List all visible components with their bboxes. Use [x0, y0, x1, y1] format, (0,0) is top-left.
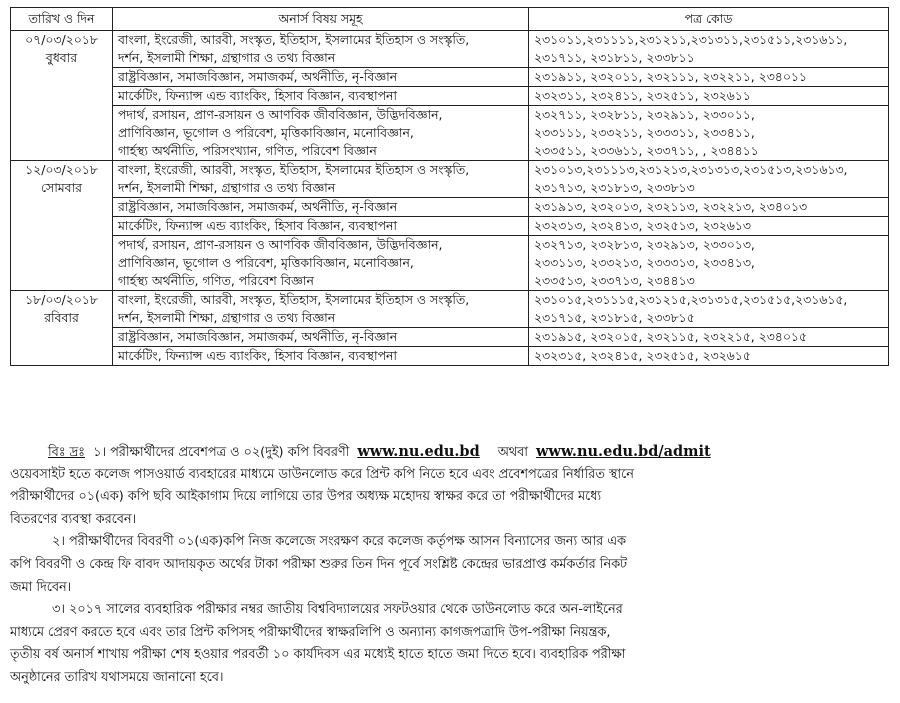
note-1-line: বিতরণের ব্যবস্থা করবেন। — [10, 511, 137, 527]
subject-line: প্রাণিবিজ্ঞান, ভূগোল ও পরিবেশ, মৃত্তিকাবিজ্ঞান, মনোবিজ্ঞান, — [118, 255, 414, 270]
exam-weekday: বুধবার — [45, 50, 78, 65]
subjects-cell — [113, 328, 529, 347]
subjects-cell — [113, 236, 529, 291]
note-3-line: তৃতীয় বর্ষ অনার্স শাখায় পরীক্ষা শেষ হওয়ার পরবর্তী ১০ কার্যদিবস এর মধ্যেই হাতে হাতে জমা দিতে হবে। ব্যবহারিক পরীক্ষা — [10, 647, 626, 663]
paper-code-line: ২৩১০১১,২৩১১১১,২৩১২১১,২৩১৩১১,২৩১৫১১,২৩১৬১১, — [534, 32, 848, 47]
paper-code-cell — [529, 347, 889, 366]
subject-line: মার্কেটিং, ফিন্যান্স এন্ড ব্যাংকিং, হিসাব বিজ্ঞান, ব্যবস্থাপনা — [118, 88, 398, 103]
paper-code-line: ২৩২৩১৫, ২৩২৪১৫, ২৩২৫১৫, ২৩২৬১৫ — [534, 348, 751, 363]
exam-date: ০৭/০৩/২০১৮ — [25, 32, 98, 47]
subjects-cell — [113, 217, 529, 236]
subject-line: দর্শন, ইসলামী শিক্ষা, গ্রন্থাগার ও তথ্য বিজ্ঞান — [118, 180, 336, 195]
note-2-line: কপি বিবরণী ও কেন্দ্র ফি বাবদ আদায়কৃত অর্থের টাকা পরীক্ষা শুরুর তিন দিন পূর্বে সংশ্লিষ্ট কেন্দ্রের ভারপ্রাপ্ত কর্মকর্তার নিকট — [10, 556, 628, 572]
paper-code-cell — [529, 106, 889, 161]
paper-code-line: ২৩২৩১৩, ২৩২৪১৩, ২৩২৫১৩, ২৩২৬১৩ — [534, 218, 751, 233]
table-row — [11, 106, 889, 161]
subjects-cell — [113, 291, 529, 328]
paper-code-line: ২৩১৭১১, ২৩১৮১১, ২৩৩৮১১ — [534, 50, 695, 65]
table-row — [11, 198, 889, 217]
subjects-cell — [113, 198, 529, 217]
subject-line: পদার্থ, রসায়ন, প্রাণ-রসায়ন ও আণবিক জীববিজ্ঞান, উদ্ভিদবিজ্ঞান, — [118, 237, 443, 252]
exam-weekday: সোমবার — [41, 180, 82, 195]
header-paper-code: পত্র কোড — [529, 8, 889, 31]
paper-code-cell — [529, 328, 889, 347]
notes-section — [10, 441, 888, 690]
date-day-cell — [11, 291, 113, 366]
subject-line: বাংলা, ইংরেজী, আরবী, সংস্কৃত, ইতিহাস, ইসলামের ইতিহাস ও সংস্কৃতি, — [118, 32, 470, 47]
subject-line: গার্হস্থ্য অর্থনীতি, গণিত, পরিবেশ বিজ্ঞান — [118, 273, 314, 288]
subjects-cell — [113, 87, 529, 106]
table-row — [11, 68, 889, 87]
note-3-line: ৩। ২০১৭ সালের ব্যবহারিক পরীক্ষার নম্বর জাতীয় বিশ্ববিদ্যালয়ের সফটওয়ার থেকে ডাউনলোড করে অন-লাইনের — [52, 602, 623, 618]
note-2-line: জমা দিবেন। — [10, 579, 72, 595]
subject-line: দর্শন, ইসলামী শিক্ষা, গ্রন্থাগার ও তথ্য বিজ্ঞান — [118, 50, 336, 65]
subjects-cell — [113, 161, 529, 198]
table-row — [11, 161, 889, 198]
subjects-cell — [113, 347, 529, 366]
table-row — [11, 236, 889, 291]
subject-line: প্রাণিবিজ্ঞান, ভূগোল ও পরিবেশ, মৃত্তিকাবিজ্ঞান, মনোবিজ্ঞান, — [118, 125, 414, 140]
table-row — [11, 217, 889, 236]
subject-line: পদার্থ, রসায়ন, প্রাণ-রসায়ন ও আণবিক জীববিজ্ঞান, উদ্ভিদবিজ্ঞান, — [118, 107, 443, 122]
paper-code-line: ২৩১০১৫,২৩১১১৫,২৩১২১৫,২৩১৩১৫,২৩১৫১৫,২৩১৬১৫, — [534, 292, 848, 307]
paper-code-line: ২৩১৯১১, ২৩২০১১, ২৩২১১১, ২৩২২১১, ২৩৪০১১ — [534, 69, 807, 84]
paper-code-line: ২৩২৭১৩, ২৩২৮১৩, ২৩২৯১৩, ২৩৩০১৩, — [534, 237, 755, 252]
note-2-line: ২। পরীক্ষার্থীদের বিবরণী ০১(এক)কপি নিজ কলেজে সংরক্ষণ করে কলেজ কর্তৃপক্ষ আসন বিন্যাসের জন্য আর এক — [52, 534, 626, 550]
paper-code-line: ২৩২৩১১, ২৩২৪১১, ২৩২৫১১, ২৩২৬১১ — [534, 88, 751, 103]
note-1-lead: ১। পরীক্ষার্থীদের প্রবেশপত্র ও ০২(দুই) কপি বিবরণী — [93, 445, 350, 460]
exam-date: ১৮/০৩/২০১৮ — [25, 292, 98, 307]
schedule-body — [11, 31, 889, 366]
table-row — [11, 87, 889, 106]
subject-line: বাংলা, ইংরেজী, আরবী, সংস্কৃত, ইতিহাস, ইসলামের ইতিহাস ও সংস্কৃতি, — [118, 292, 470, 307]
paper-code-cell — [529, 291, 889, 328]
notes-label: বিঃ দ্রঃ — [48, 445, 86, 460]
subjects-cell — [113, 31, 529, 68]
note-3-line: মাধ্যমে প্রেরণ করতে হবে এবং তার প্রিন্ট কপিসহ পরীক্ষার্থীদের স্বাক্ষরলিপি ও অন্যান্য কাগজপত্রাদি উপ-পরীক্ষা নিয়ন্ত্রক, — [10, 624, 611, 640]
paper-code-cell — [529, 217, 889, 236]
subject-line: দর্শন, ইসলামী শিক্ষা, গ্রন্থাগার ও তথ্য বিজ্ঞান — [118, 310, 336, 325]
paper-code-cell — [529, 161, 889, 198]
exam-date: ১২/০৩/২০১৮ — [25, 162, 98, 177]
header-date-day: তারিখ ও দিন — [11, 8, 113, 31]
exam-schedule — [10, 7, 888, 366]
website-link-main[interactable]: www.nu.edu.bd — [357, 443, 480, 460]
subjects-cell — [113, 68, 529, 87]
paper-code-line: ২৩২৭১১, ২৩২৮১১, ২৩২৯১১, ২৩৩০১১, — [534, 107, 755, 122]
paper-code-line: ২৩৩৫১৩, ২৩৩৭১৩, ২৩৪৪১৩ — [534, 273, 695, 288]
subject-line: বাংলা, ইংরেজী, আরবী, সংস্কৃত, ইতিহাস, ইসলামের ইতিহাস ও সংস্কৃতি, — [118, 162, 470, 177]
header-subjects: অনার্স বিষয় সমূহ — [113, 8, 529, 31]
paper-code-line: ২৩৩৫১১, ২৩৩৬১১, ২৩৩৭১১, , ২৩৪৪১১ — [534, 143, 759, 158]
table-row — [11, 291, 889, 328]
subjects-cell — [113, 106, 529, 161]
subject-line: মার্কেটিং, ফিন্যান্স এন্ড ব্যাংকিং, হিসাব বিজ্ঞান, ব্যবস্থাপনা — [118, 218, 398, 233]
paper-code-line: ২৩৩১১১, ২৩৩২১১, ২৩৩৩১১, ২৩৩৪১১, — [534, 125, 755, 140]
paper-code-line: ২৩১৭১৫, ২৩১৮১৫, ২৩৩৮১৫ — [534, 310, 695, 325]
table-row — [11, 328, 889, 347]
note-3-line: অনুষ্ঠানের তারিখ যথাসময়ে জানানো হবে। — [10, 669, 224, 685]
paper-code-cell — [529, 31, 889, 68]
subject-line: মার্কেটিং, ফিন্যান্স এন্ড ব্যাংকিং, হিসাব বিজ্ঞান, ব্যবস্থাপনা — [118, 348, 398, 363]
subject-line: গার্হস্থ্য অর্থনীতি, পরিসংখ্যান, গণিত, পরিবেশ বিজ্ঞান — [118, 143, 377, 158]
or-text: অথবা — [497, 445, 528, 460]
note-1-first-line — [48, 441, 888, 464]
website-link-admit[interactable]: www.nu.edu.bd/admit — [535, 443, 711, 460]
exam-weekday: রবিবার — [44, 310, 79, 325]
table-row — [11, 31, 889, 68]
paper-code-cell — [529, 68, 889, 87]
paper-code-cell — [529, 198, 889, 217]
paper-code-cell — [529, 87, 889, 106]
table-row — [11, 347, 889, 366]
subject-line: রাষ্ট্রবিজ্ঞান, সমাজবিজ্ঞান, সমাজকর্ম, অর্থনীতি, নৃ-বিজ্ঞান — [118, 329, 398, 344]
date-day-cell — [11, 161, 113, 291]
subject-line: রাষ্ট্রবিজ্ঞান, সমাজবিজ্ঞান, সমাজকর্ম, অর্থনীতি, নৃ-বিজ্ঞান — [118, 199, 398, 214]
subject-line: রাষ্ট্রবিজ্ঞান, সমাজবিজ্ঞান, সমাজকর্ম, অর্থনীতি, নৃ-বিজ্ঞান — [118, 69, 398, 84]
paper-code-line: ২৩৩১১৩, ২৩৩২১৩, ২৩৩৩১৩, ২৩৩৪১৩, — [534, 255, 755, 270]
paper-code-line: ২৩১৯১৫, ২৩২০১৫, ২৩২১১৫, ২৩২২১৫, ২৩৪০১৫ — [534, 329, 807, 344]
note-1-line: ওয়েবসাইট হতে কলেজ পাসওয়ার্ড ব্যবহারের মাধ্যমে ডাউনলোড করে প্রিন্ট কপি নিতে হবে এবং প্রবেশপত্রের নির্ধারিত স্থানে — [10, 466, 634, 482]
paper-code-line: ২৩১০১৩,২৩১১১৩,২৩১২১৩,২৩১৩১৩,২৩১৫১৩,২৩১৬১৩, — [534, 162, 848, 177]
paper-code-line: ২৩১৭১৩, ২৩১৮১৩, ২৩৩৮১৩ — [534, 180, 695, 195]
date-day-cell — [11, 31, 113, 161]
schedule-table — [10, 7, 889, 366]
paper-code-cell — [529, 236, 889, 291]
table-header-row — [11, 8, 889, 31]
note-1-line: পরীক্ষার্থীদের ০১(এক) কপি ছবি আইকাগাম দিয়ে লাগিয়ে তার উপর অধ্যক্ষ মহোদয় স্বাক্ষর করে তা পরীক্ষার্থীদের মধ্যে — [10, 489, 602, 505]
paper-code-line: ২৩১৯১৩, ২৩২০১৩, ২৩২১১৩, ২৩২২১৩, ২৩৪০১৩ — [534, 199, 808, 214]
